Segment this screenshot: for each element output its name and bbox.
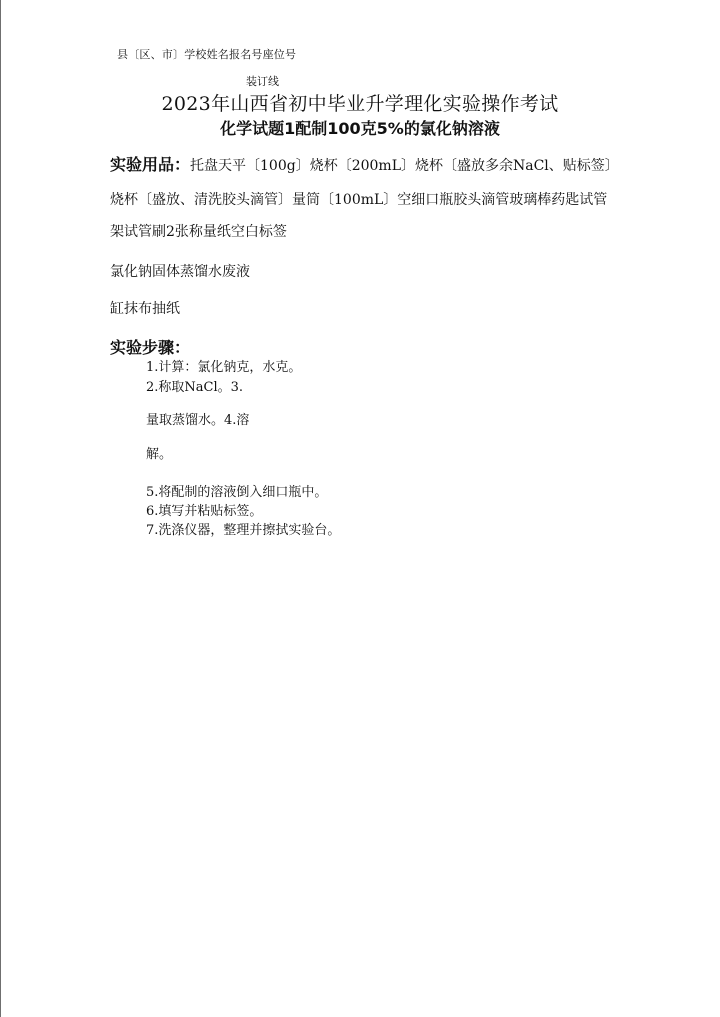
exam-title: 2023年山西省初中毕业升学理化实验操作考试 [161,93,559,115]
exam-info-fields: 县〔区、市〕学校姓名报名号座位号 [117,48,297,61]
step-line-5: 5.将配制的溶液倒入细口瓶中。 [146,485,328,500]
step-line-3: 量取蒸馏水。4.溶 [146,413,250,428]
materials-line-3: 架试管刷2张称量纸空白标签 [110,224,287,240]
binding-line-label: 装订线 [246,75,279,88]
materials-line-1-text: 托盘天平〔100g〕烧杯〔200mL〕烧杯〔盛放多余NaCl、贴标签〕 [190,158,619,174]
step-line-7: 7.洗涤仪器，整理并擦拭实验台。 [146,523,341,538]
steps-heading: 实验步骤： [110,338,191,357]
step-line-2: 2.称取NaCl。3. [146,380,244,395]
materials-line-4: 氯化钠固体蒸馏水废液 [110,264,250,280]
step-line-6: 6.填写并粘贴标签。 [146,504,263,519]
materials-heading: 实验用品： [110,155,191,174]
materials-line-2: 烧杯〔盛放、清洗胶头滴管〕量筒〔100mL〕空细口瓶胶头滴管玻璃棒药匙试管 [110,192,608,208]
page-left-border [0,0,1,1017]
materials-line-5: 缸抹布抽纸 [110,301,180,317]
step-line-1: 1.计算：氯化钠克，水克。 [146,360,302,375]
exam-subtitle: 化学试题1配制100克5%的氯化钠溶液 [220,119,500,138]
materials-line-1 [110,152,619,175]
step-line-4: 解。 [146,447,173,462]
